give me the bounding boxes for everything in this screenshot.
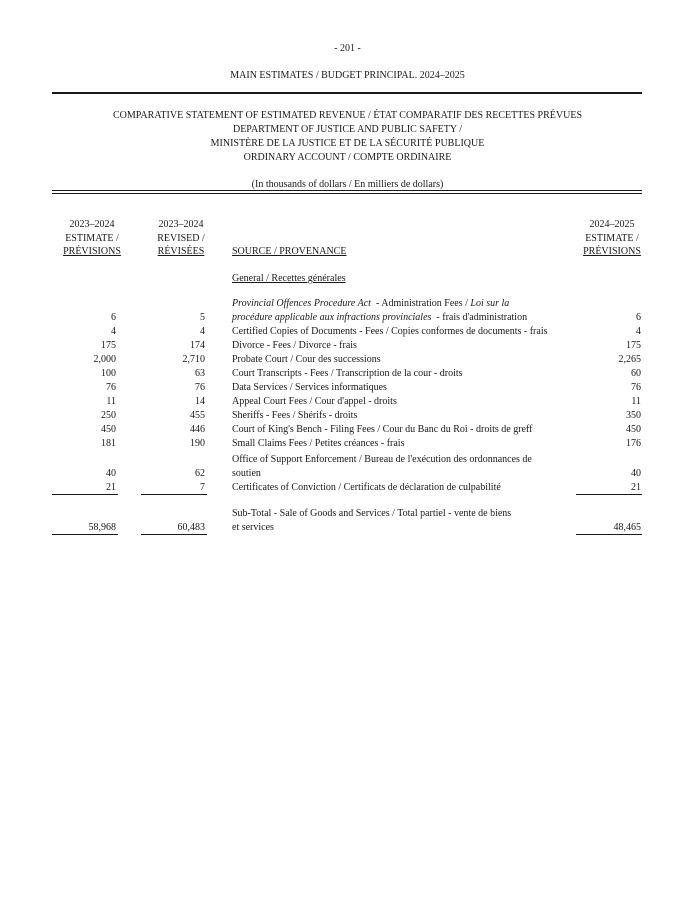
revenue-source: Certified Copies of Documents - Fees / Copies conformes de documents - frais: [232, 326, 548, 337]
revised-2023-value: 4: [200, 326, 205, 337]
revenue-source: Office of Support Enforcement / Bureau de l'exécution des ordonnances de: [232, 454, 532, 465]
estimate-2023-value: 450: [101, 424, 116, 435]
estimate-2024-value: 2,265: [618, 354, 641, 365]
revenue-source: Appeal Court Fees / Cour d'appel - droits: [232, 396, 397, 407]
source-text: - Administration Fees /: [370, 298, 471, 309]
estimate-2024-value: 6: [636, 312, 641, 323]
revised-2023-value: 7: [200, 482, 205, 493]
statement-title: COMPARATIVE STATEMENT OF ESTIMATED REVENUE / ÉTAT COMPARATIF DES RECETTES PRÉVUES: [113, 110, 582, 121]
estimate-2023-value: 11: [106, 396, 116, 407]
column-header-year: 2024–2025: [589, 219, 635, 230]
act-title-en: Provincial Offences Procedure Act: [232, 298, 371, 309]
estimate-2024-value: 350: [626, 410, 641, 421]
subtotal-revised-2023: 60,483: [177, 522, 205, 533]
act-title-fr: Loi sur la: [470, 298, 510, 309]
subtotal-estimate-2023: 58,968: [88, 522, 116, 533]
estimate-2024-value: 175: [626, 340, 641, 351]
estimate-2023-value: 181: [101, 438, 116, 449]
subtotal-underline: [141, 534, 207, 535]
column-header-estimate-2024: [572, 218, 652, 259]
subtotal-estimate-2024: 48,465: [613, 522, 641, 533]
revised-2023-value: 2,710: [182, 354, 205, 365]
department-name-fr: MINISTÈRE DE LA JUSTICE ET DE LA SÉCURITÉ PUBLIQUE: [210, 138, 485, 149]
column-header-estimate-2023: [52, 218, 132, 259]
section-heading: General / Recettes générales: [232, 273, 346, 284]
title-rule-top: [52, 190, 642, 191]
revised-2023-value: 76: [195, 382, 205, 393]
column-total-line: [576, 494, 642, 495]
page-number: - 201 -: [334, 43, 361, 54]
estimate-2024-value: 21: [631, 482, 641, 493]
department-name-en: DEPARTMENT OF JUSTICE AND PUBLIC SAFETY /: [232, 124, 463, 135]
column-header-label: REVISED /: [157, 232, 205, 244]
column-header-source: SOURCE / PROVENANCE: [232, 246, 347, 257]
title-rule-bottom: [52, 193, 642, 194]
column-header-label: ESTIMATE /: [585, 232, 639, 244]
revenue-source: Divorce - Fees / Divorce - frais: [232, 340, 357, 351]
estimate-2024-value: 450: [626, 424, 641, 435]
estimate-2023-value: 2,000: [93, 354, 116, 365]
revenue-source: Data Services / Services informatiques: [232, 382, 387, 393]
revised-2023-value: 446: [190, 424, 205, 435]
revenue-source: [232, 311, 572, 325]
revenue-source: Sheriffs - Fees / Shérifs - droits: [232, 410, 358, 421]
revenue-source: Probate Court / Cour des successions: [232, 354, 381, 365]
column-header-year: 2023–2024: [158, 219, 204, 230]
revenue-source-continued: soutien: [232, 468, 261, 479]
estimate-2024-value: 11: [631, 396, 641, 407]
header-rule: [52, 92, 642, 94]
units-note: (In thousands of dollars / En milliers de dollars): [251, 179, 444, 190]
column-total-line: [141, 494, 207, 495]
revised-2023-value: 5: [200, 312, 205, 323]
estimate-2023-value: 40: [106, 468, 116, 479]
subtotal-underline: [52, 534, 118, 535]
revenue-source: [232, 297, 572, 311]
estimate-2024-value: 176: [626, 438, 641, 449]
estimate-2024-value: 4: [636, 326, 641, 337]
subtotal-label: Sub-Total - Sale of Goods and Services / Total partiel - vente de biens: [232, 508, 512, 519]
column-total-line: [52, 494, 118, 495]
subtotal-label-continued: et services: [232, 522, 274, 533]
revenue-source: Court of King's Bench - Filing Fees / Cour du Banc du Roi - droits de greff: [232, 424, 533, 435]
revised-2023-value: 63: [195, 368, 205, 379]
revised-2023-value: 455: [190, 410, 205, 421]
revenue-source: Court Transcripts - Fees / Transcription de la cour - droits: [232, 368, 463, 379]
estimate-2023-value: 175: [101, 340, 116, 351]
column-header-year: 2023–2024: [69, 219, 115, 230]
estimate-2023-value: 6: [111, 312, 116, 323]
act-title-fr: procédure applicable aux infractions provinciales: [232, 312, 432, 323]
revised-2023-value: 190: [190, 438, 205, 449]
column-header-label-fr: PRÉVISIONS: [63, 246, 121, 257]
source-text: - frais d'administration: [431, 312, 528, 323]
subtotal-underline: [576, 534, 642, 535]
estimate-2024-value: 40: [631, 468, 641, 479]
estimate-2023-value: 250: [101, 410, 116, 421]
revenue-source: Certificates of Conviction / Certificats de déclaration de culpabilité: [232, 482, 501, 493]
column-header-label-fr: PRÉVISIONS: [583, 246, 641, 257]
revised-2023-value: 14: [195, 396, 205, 407]
estimate-2024-value: 76: [631, 382, 641, 393]
estimate-2024-value: 60: [631, 368, 641, 379]
column-header-label: ESTIMATE /: [65, 232, 119, 244]
estimate-2023-value: 76: [106, 382, 116, 393]
estimate-2023-value: 100: [101, 368, 116, 379]
revenue-source: Small Claims Fees / Petites créances - frais: [232, 438, 405, 449]
revised-2023-value: 62: [195, 468, 205, 479]
revised-2023-value: 174: [190, 340, 205, 351]
estimate-2023-value: 4: [111, 326, 116, 337]
column-header-label-fr: RÉVISÉES: [157, 246, 205, 257]
estimate-2023-value: 21: [106, 482, 116, 493]
publication-title: MAIN ESTIMATES / BUDGET PRINCIPAL. 2024–2025: [230, 70, 465, 81]
column-header-revised-2023: [140, 218, 222, 259]
account-name: ORDINARY ACCOUNT / COMPTE ORDINAIRE: [243, 152, 452, 163]
